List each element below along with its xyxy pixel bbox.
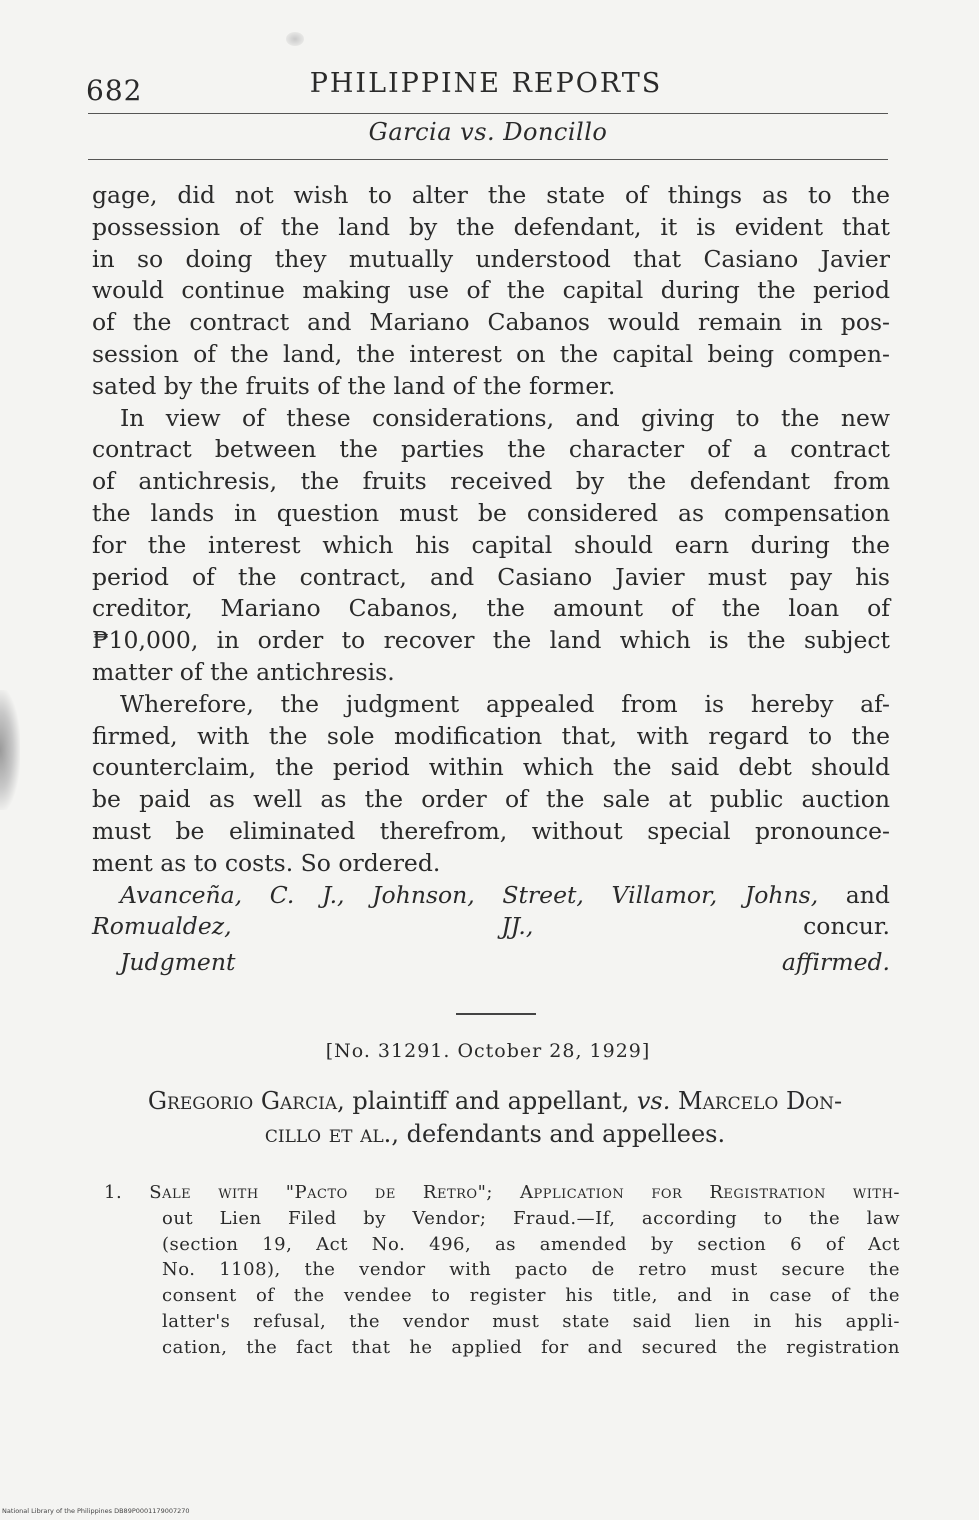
plaintiff-role: , plaintiff and appellant, bbox=[337, 1087, 637, 1115]
syllabus-line: cation, the fact that he applied for and secured the registration bbox=[162, 1336, 900, 1358]
page-number: 682 bbox=[86, 74, 143, 107]
scan-smudge bbox=[286, 32, 304, 46]
versus: vs. bbox=[636, 1087, 671, 1115]
text-line: would continue making use of the capital during the period bbox=[92, 276, 890, 305]
scan-binding-shadow bbox=[0, 690, 20, 810]
text-line: of antichresis, the fruits received by the defendant from bbox=[92, 467, 890, 496]
section-divider bbox=[456, 1013, 536, 1015]
case-caption: Garcia vs. Doncillo bbox=[368, 118, 608, 146]
plaintiff-name: Gregorio Garcia bbox=[147, 1087, 338, 1115]
concur-and: and bbox=[818, 880, 890, 909]
scan-credit: National Library of the Philippines DB89P0001179007270 bbox=[2, 1507, 190, 1515]
defendant-name-1: Marcelo Don- bbox=[670, 1087, 843, 1115]
paragraph-1 bbox=[92, 180, 890, 403]
paragraph-2 bbox=[92, 403, 890, 689]
text-line: gage, did not wish to alter the state of things as to the bbox=[92, 181, 890, 209]
concurrence-line-1 bbox=[92, 880, 890, 912]
page-header bbox=[86, 64, 886, 114]
paragraph-3 bbox=[92, 689, 890, 880]
syllabus-line: No. 1108), the vendor with pacto de retro must secure the bbox=[162, 1259, 900, 1281]
concur-word: concur. bbox=[533, 912, 890, 941]
text-line: counterclaim, the period within which the said debt should bbox=[92, 753, 890, 782]
text-line: contract between the parties the character of a contract bbox=[92, 435, 890, 464]
text-line: session of the land, the interest on the capital being compen- bbox=[92, 339, 890, 368]
opinion-text bbox=[92, 180, 890, 979]
text-line: ₱10,000, in order to recover the land which is the subject bbox=[92, 626, 890, 655]
text-line: of the contract and Mariano Cabanos would remain in pos- bbox=[92, 308, 890, 337]
text-line: in so doing they mutually understood that Casiano Javier bbox=[92, 244, 890, 273]
text-line: matter of the antichresis. bbox=[92, 657, 395, 686]
text-line: the lands in question must be considered as compensation bbox=[92, 498, 890, 527]
text-line: must be eliminated therefrom, without special pronounce- bbox=[92, 816, 890, 845]
syllabus-line: out Lien Filed by Vendor; Fraud.—If, according to the law bbox=[162, 1207, 900, 1229]
syllabus-line: consent of the vendee to register his title, and in case of the bbox=[162, 1285, 900, 1307]
syllabus-line: latter's refusal, the vendor must state said lien in his appli- bbox=[162, 1310, 900, 1332]
text-line: sated by the fruits of the land of the former. bbox=[92, 371, 616, 400]
concurrence bbox=[92, 880, 890, 979]
docket-line: [No. 31291. October 28, 1929] bbox=[325, 1040, 651, 1062]
text-line: possession of the land by the defendant, it is evident that bbox=[92, 212, 890, 241]
text-line: creditor, Mariano Cabanos, the amount of the loan of bbox=[92, 594, 890, 623]
text-line: be paid as well as the order of the sale at public auction bbox=[92, 785, 890, 814]
justices-names-2: Romualdez, JJ., bbox=[92, 912, 534, 941]
running-title: PHILIPPINE REPORTS bbox=[309, 68, 663, 99]
text-line: ment as to costs. So ordered. bbox=[92, 848, 441, 877]
text-line: Wherefore, the judgment appealed from is hereby af- bbox=[120, 689, 890, 718]
concurrence-line-2 bbox=[92, 911, 890, 943]
text-line: for the interest which his capital should earn during the bbox=[92, 530, 890, 559]
defendant-role: , defendants and appellees. bbox=[391, 1120, 726, 1148]
header-rule-bottom bbox=[88, 159, 888, 160]
text-line: In view of these considerations, and giving to the new bbox=[120, 403, 890, 432]
syllabus-line: (section 19, Act No. 496, as amended by section 6 of Act bbox=[162, 1233, 900, 1255]
case-title bbox=[100, 1085, 890, 1151]
justices-names: Avanceña, C. J., Johnson, Street, Villamor, Johns, bbox=[120, 880, 819, 909]
text-line: period of the contract, and Casiano Javier must pay his bbox=[92, 562, 890, 591]
judgment-line: Judgment affirmed. bbox=[120, 948, 890, 977]
text-line: firmed, with the sole modification that, with regard to the bbox=[92, 721, 890, 750]
defendant-name-2: cillo et al. bbox=[264, 1120, 392, 1148]
syllabus-line: 1. Sale with "Pacto de Retro"; Application for Registration with- bbox=[104, 1182, 900, 1203]
header-rule-top bbox=[88, 113, 888, 114]
syllabus bbox=[104, 1180, 900, 1361]
